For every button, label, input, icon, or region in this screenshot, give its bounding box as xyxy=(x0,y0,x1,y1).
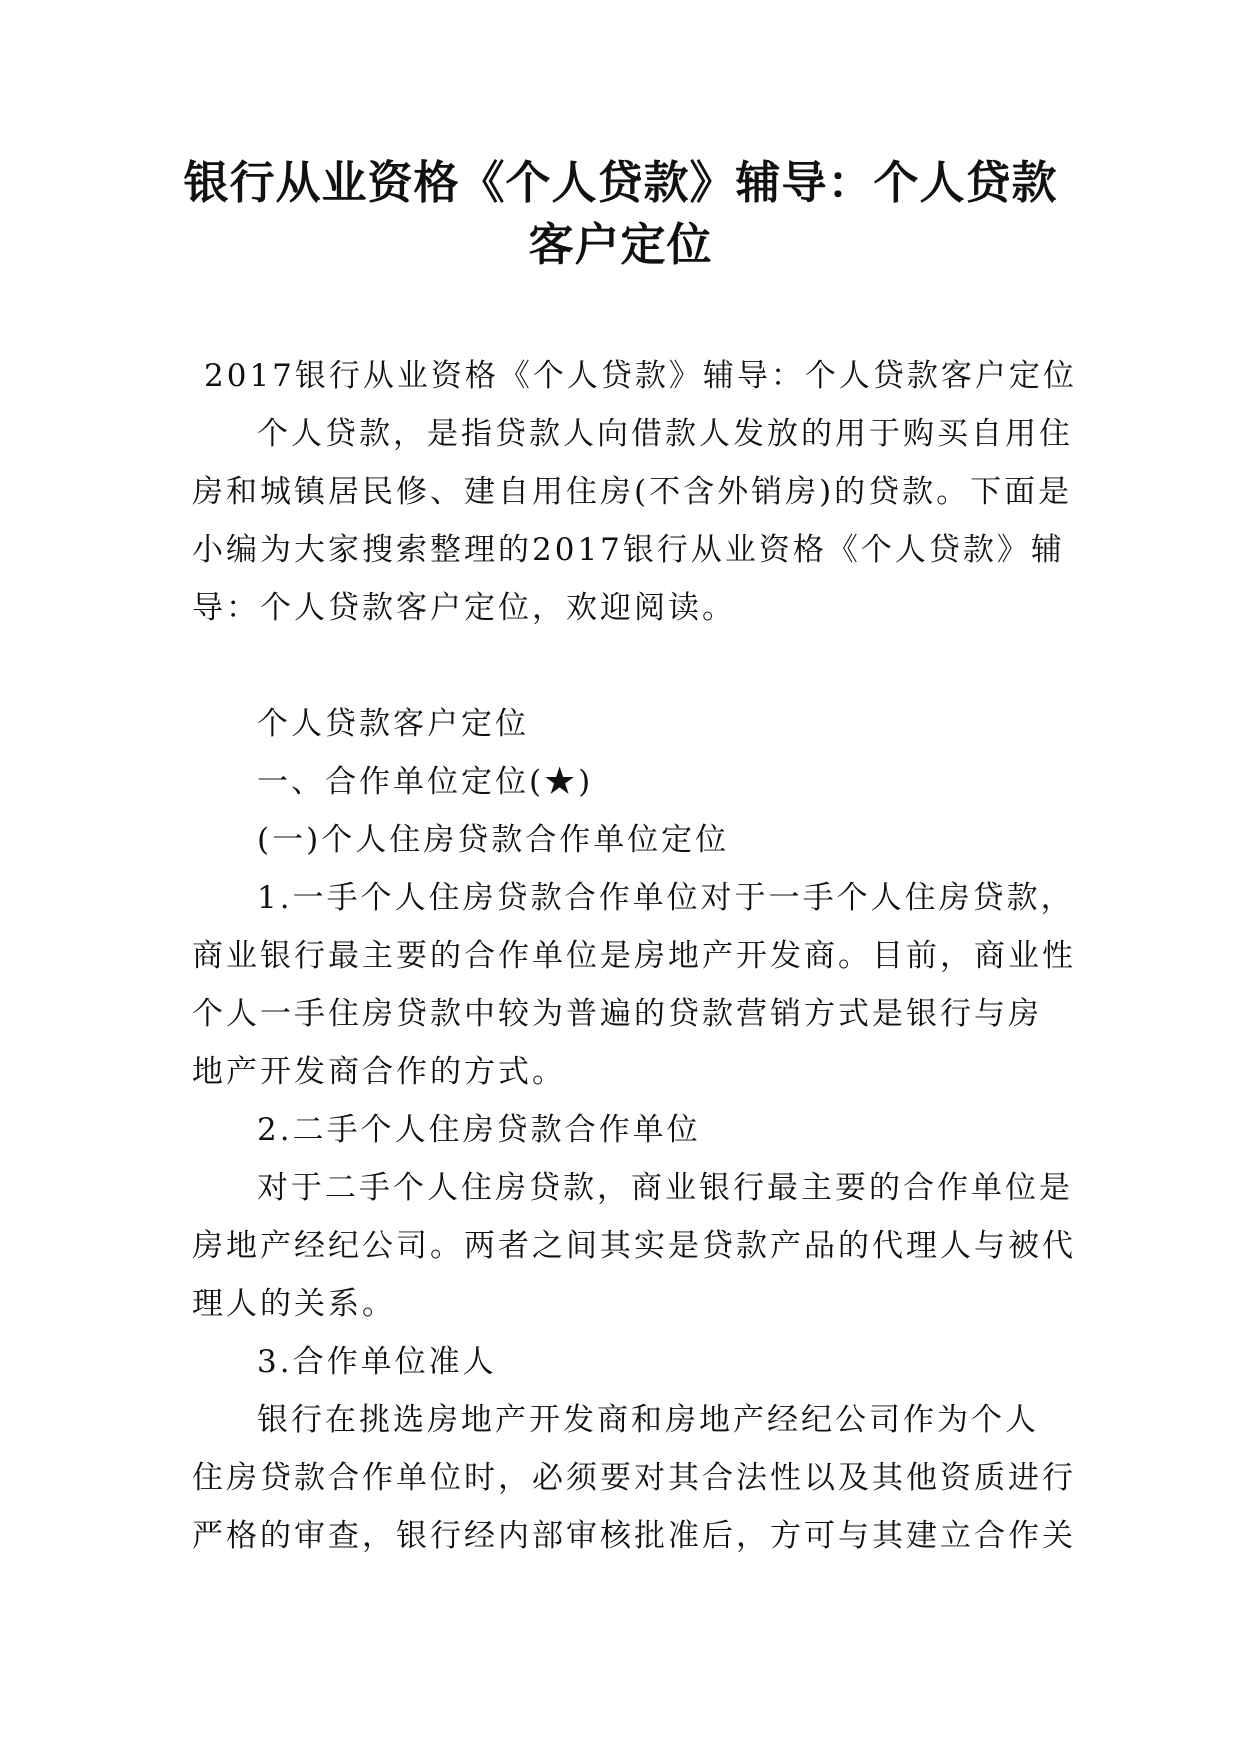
paragraph-line: 理人的关系。 xyxy=(192,1286,396,1322)
paragraph-line: 房和城镇居民修、建自用住房(不含外销房)的贷款。下面是 xyxy=(192,474,1073,510)
document-title-line-2: 客户定位 xyxy=(528,218,713,271)
section-heading: 个人贷款客户定位 xyxy=(257,706,529,742)
section-heading: (一)个人住房贷款合作单位定位 xyxy=(257,822,730,858)
paragraph-line: 房地产经纪公司。两者之间其实是贷款产品的代理人与被代 xyxy=(192,1228,1076,1264)
paragraph-line: 地产开发商合作的方式。 xyxy=(192,1054,566,1090)
section-heading: 一、合作单位定位(★) xyxy=(257,764,594,800)
document-subtitle: 2017银行从业资格《个人贷款》辅导：个人贷款客户定位 xyxy=(204,358,1077,394)
paragraph-line: 个人一手住房贷款中较为普遍的贷款营销方式是银行与房 xyxy=(192,996,1042,1032)
paragraph-line: 个人贷款，是指贷款人向借款人发放的用于购买自用住 xyxy=(257,416,1073,452)
paragraph-line: 1.一手个人住房贷款合作单位对于一手个人住房贷款， xyxy=(257,880,1075,916)
document-title-line-1: 银行从业资格《个人贷款》辅导：个人贷款 xyxy=(183,156,1058,209)
paragraph-line: 商业银行最主要的合作单位是房地产开发商。目前，商业性 xyxy=(192,938,1076,974)
paragraph-line: 银行在挑选房地产开发商和房地产经纪公司作为个人 xyxy=(257,1402,1039,1438)
paragraph-line: 严格的审查，银行经内部审核批准后，方可与其建立合作关 xyxy=(192,1518,1076,1554)
paragraph-line: 小编为大家搜索整理的2017银行从业资格《个人贷款》辅 xyxy=(192,532,1065,568)
paragraph-line: 导：个人贷款客户定位，欢迎阅读。 xyxy=(192,590,736,626)
section-heading: 2.二手个人住房贷款合作单位 xyxy=(257,1112,701,1148)
paragraph-line: 住房贷款合作单位时，必须要对其合法性以及其他资质进行 xyxy=(192,1460,1076,1496)
paragraph-line: 对于二手个人住房贷款，商业银行最主要的合作单位是 xyxy=(257,1170,1073,1206)
section-heading: 3.合作单位准人 xyxy=(257,1344,497,1380)
